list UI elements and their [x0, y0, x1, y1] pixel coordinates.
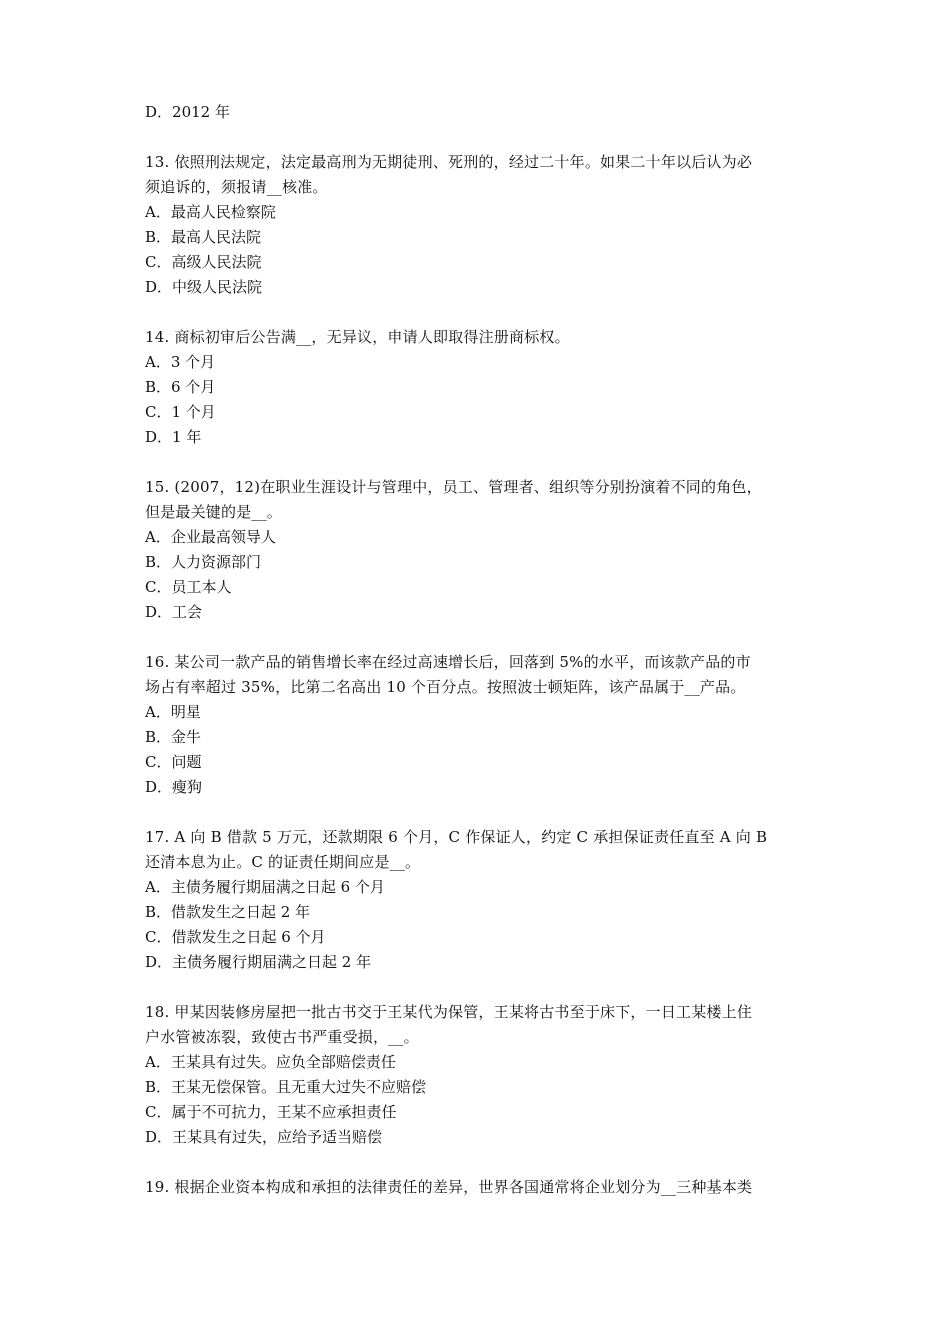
paragraph-gap [145, 300, 815, 325]
question-stem [145, 1175, 815, 1200]
question-16 [145, 650, 815, 800]
question-stem [145, 150, 815, 200]
question-stem [145, 1000, 815, 1050]
option-b: B．借款发生之日起 2 年 [145, 903, 311, 921]
question-14 [145, 325, 815, 450]
question-stem-line: 18. 甲某因装修房屋把一批古书交于王某代为保管，王某将古书至于床下，一日工某楼上住 [145, 1003, 753, 1021]
option-a: A．王某具有过失。应负全部赔偿责任 [145, 1053, 396, 1071]
option-b: B．王某无偿保管。且无重大过失不应赔偿 [145, 1078, 427, 1096]
question-stem-line: 19. 根据企业资本构成和承担的法律责任的差异，世界各国通常将企业划分为__三种基本类 [145, 1178, 753, 1196]
option-b: B．人力资源部门 [145, 553, 262, 571]
question-19 [145, 1175, 815, 1200]
option-a: A．主债务履行期届满之日起 6 个月 [145, 878, 385, 896]
option-c: C．员工本人 [145, 578, 232, 596]
option-b: B．6 个月 [145, 378, 216, 396]
paragraph-gap [145, 975, 815, 1000]
question-stem-line: 14. 商标初审后公告满__，无异议，申请人即取得注册商标权。 [145, 328, 570, 346]
option-c: C．属于不可抗力，王某不应承担责任 [145, 1103, 397, 1121]
question-13 [145, 150, 815, 300]
question-stem [145, 650, 815, 700]
option-b: B．金牛 [145, 728, 202, 746]
question-15 [145, 475, 815, 625]
option-a: A．最高人民检察院 [145, 203, 276, 221]
question-stem-line: 但是最关键的是__。 [145, 503, 283, 521]
option-d: D．瘦狗 [145, 778, 203, 796]
paragraph-gap [145, 800, 815, 825]
question-stem-line: 17. A 向 B 借款 5 万元，还款期限 6 个月，C 作保证人，约定 C 承担保证责任直至 A 向 B [145, 828, 768, 846]
question-stem-line: 须追诉的，须报请__核准。 [145, 178, 328, 196]
option-a: A．明星 [145, 703, 201, 721]
option-d: D．主债务履行期届满之日起 2 年 [145, 953, 372, 971]
question-stem-line: 场占有率超过 35%，比第二名高出 10 个百分点。按照波士顿矩阵，该产品属于__产品。 [145, 678, 746, 696]
question-stem-line: 户水管被冻裂，致使古书严重受损，__。 [145, 1028, 419, 1046]
paragraph-gap [145, 125, 815, 150]
option-b: B．最高人民法院 [145, 228, 262, 246]
option-c: C．问题 [145, 753, 202, 771]
question-17 [145, 825, 815, 975]
option-d: D．工会 [145, 603, 203, 621]
document-body [145, 100, 815, 1200]
paragraph-gap [145, 625, 815, 650]
option-c: C．1 个月 [145, 403, 216, 421]
option-d: D．王某具有过失，应给予适当赔偿 [145, 1128, 383, 1146]
previous-question-option-d: D．2012 年 [145, 103, 230, 121]
option-d: D．中级人民法院 [145, 278, 263, 296]
option-c: C．高级人民法院 [145, 253, 262, 271]
question-18 [145, 1000, 815, 1150]
option-d: D．1 年 [145, 428, 202, 446]
paragraph-gap [145, 450, 815, 475]
question-stem-line: 13. 依照刑法规定，法定最高刑为无期徒刑、死刑的，经过二十年。如果二十年以后认为必 [145, 153, 753, 171]
option-a: A．3 个月 [145, 353, 216, 371]
option-a: A．企业最高领导人 [145, 528, 276, 546]
option-c: C．借款发生之日起 6 个月 [145, 928, 326, 946]
question-stem-line: 还清本息为止。C 的证责任期间应是__。 [145, 853, 421, 871]
question-stem [145, 325, 815, 350]
question-stem [145, 825, 815, 875]
question-stem-line: 16. 某公司一款产品的销售增长率在经过高速增长后，回落到 5%的水平，而该款产品的市 [145, 653, 751, 671]
question-stem-line: 15. (2007，12)在职业生涯设计与管理中，员工、管理者、组织等分别扮演着不同的角色， [145, 478, 762, 496]
question-stem [145, 475, 815, 525]
paragraph-gap [145, 1150, 815, 1175]
